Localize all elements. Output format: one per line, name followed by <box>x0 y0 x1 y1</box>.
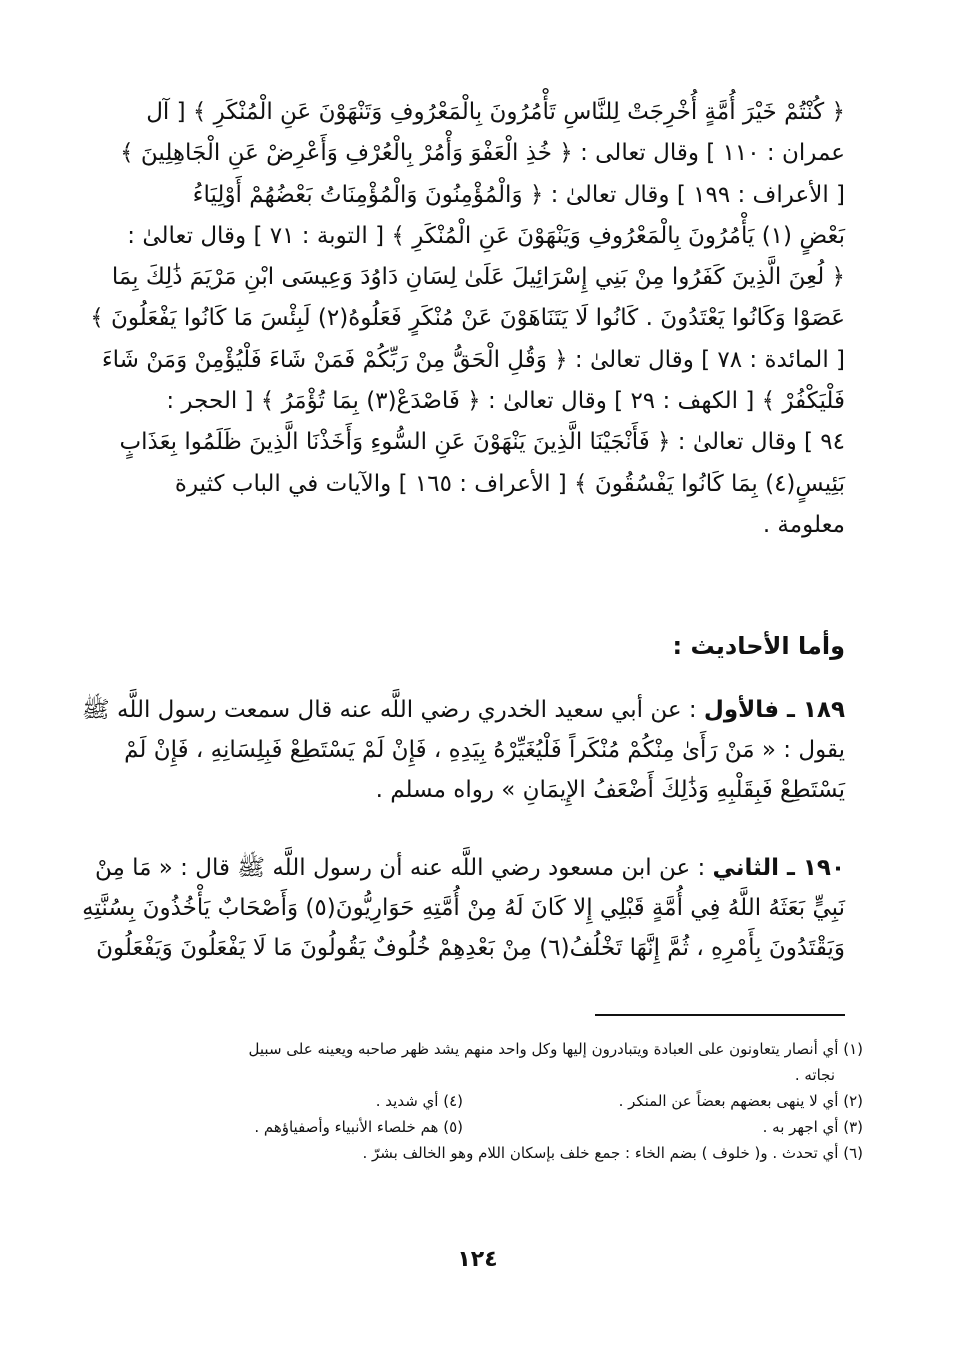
footnote-3: (٣) أي اجهر به . <box>762 1118 863 1136</box>
verse-line: عمران : ١١٠ ] وقال تعالى : ﴿ خُذِ الْعَفْوَ وَأْمُرْ بِالْعُرْفِ وَأَعْرِضْ عَنِ الْجَاهِلِينَ ﴾ <box>120 140 845 167</box>
footnote-5: (٥) هم خلصاء الأنبياء وأصفياؤهم . <box>254 1118 463 1136</box>
footnote-row <box>93 1062 863 1088</box>
verse-line: ٩٤ ] وقال تعالىٰ : ﴿ فَأَنْجَيْنَا الَّذِينَ يَنْهَوْنَ عَنِ السُّوءِ وَأَخَذْنَا الَّذِينَ ظَلَمُوا بِعَذَابٍ <box>119 429 845 456</box>
footnote-divider <box>595 1014 845 1016</box>
hadith-line: نَبِيٍّ بَعَثَهُ اللَّهُ فِي أُمَّةٍ قَبْلِي إِلا كَانَ لَهُ مِنْ أُمَّتِهِ حَوَارِيُّونَ(٥) وَأَصْحَابٌ يَأْخُذُونَ بِسُنَّتِهِ <box>82 895 845 921</box>
hadith-text: : عن ابن مسعود رضي اللَّه عنه أن رسول اللَّه ﷺ قال : « مَا مِنْ <box>95 855 713 881</box>
verse-line: [ الأعراف : ١٩٩ ] وقال تعالىٰ : ﴿ وَالْمُؤْمِنُونَ وَالْمُؤْمِنَاتُ بَعْضُهُمْ أَوْلِيَاءُ <box>192 181 845 208</box>
hadith-line: يقول : « مَنْ رَأَىٰ مِنْكُمْ مُنْكَراً فَلْيُغَيِّرْهُ بِيَدِهِ ، فَإِنْ لَمْ يَسْتَطِعْ فَبِلِسَانِهِ ، فَإِنْ لَمْ <box>124 737 845 763</box>
hadith-line <box>81 690 845 730</box>
hadith-line: وَيَقْتَدُونَ بِأَمْرِهِ ، ثُمَّ إِنَّهَا تَخْلُفُ(٦) مِنْ بَعْدِهِمْ خُلُوفٌ يَقُولُونَ مَا لَا يَفْعَلُونَ وَيَفْعَلُونَ <box>96 935 845 961</box>
verse-line: معلومة . <box>762 511 845 538</box>
hadith-190 <box>82 848 845 968</box>
verse-line: فَلْيَكْفُرْ ﴾ [ الكهف : ٢٩ ] وقال تعالىٰ : ﴿ فَاصْدَعْ(٣) بِمَا تُؤْمَرُ ﴾ [ الحجر : <box>166 388 845 415</box>
verse-line: بَعْضٍ (١) يَأْمُرُونَ بِالْمَعْرُوفِ وَيَنْهَوْنَ عَنِ الْمُنْكَرِ ﴾ [ التوبة : ٧١ ] وقال تعالىٰ : <box>127 222 845 249</box>
hadith-line <box>95 848 845 888</box>
footnote-4: (٤) أي شديد . <box>375 1092 463 1110</box>
hadith-text: : عن أبي سعيد الخدري رضي اللَّه عنه قال سمعت رسول اللَّه ﷺ <box>81 697 704 723</box>
verse-line: [ المائدة : ٧٨ ] وقال تعالىٰ : ﴿ وَقُلِ الْحَقُّ مِنْ رَبِّكُمْ فَمَنْ شَاءَ فَلْيُؤْمِنْ وَمَنْ شَاءَ <box>101 346 845 373</box>
footnotes <box>93 1036 863 1166</box>
hadith-line: يَسْتَطِعْ فَبِقَلْبِهِ وَذَٰلِكَ أَضْعَفُ الإِيمَانِ » رواه مسلم . <box>375 777 845 803</box>
footnote-row <box>93 1036 863 1062</box>
verse-line: بَئِيسٍ(٤) بِمَا كَانُوا يَفْسُقُونَ ﴾ [ الأعراف : ١٦٥ ] والآيات في الباب كثيرة <box>174 470 845 497</box>
footnote-6: (٦) أي تحدث . و( خلوف ) بضم الخاء : جمع خلف بإسكان اللام وهو الخالف بشرّ . <box>362 1144 863 1162</box>
page-number: ١٢٤ <box>457 1247 498 1272</box>
footnote-1-continued: نجاته . <box>794 1066 835 1084</box>
footnote-2: (٢) أي لا ينهى بعضهم بعضاً عن المنكر . <box>618 1092 863 1110</box>
quran-verses-paragraph <box>90 92 845 546</box>
footnote-row <box>93 1114 863 1140</box>
footnote-row <box>93 1088 863 1114</box>
hadith-number: ١٩٠ ـ الثاني <box>712 855 845 881</box>
hadith-189 <box>81 690 845 810</box>
footnote-row <box>93 1140 863 1166</box>
footnote-1: (١) أي أنصار يتعاونون على العبادة ويتبادرون إليها وكل واحد منهم يشد ظهر صاحبه ويعينه على سبيل <box>248 1040 863 1058</box>
verse-line: ﴿ لُعِنَ الَّذِينَ كَفَرُوا مِنْ بَنِي إِسْرَائِيلَ عَلَىٰ لِسَانِ دَاوُدَ وَعِيسَى ابْنِ مَرْيَمَ ذَٰلِكَ بِمَا <box>111 264 845 291</box>
verse-line: عَصَوْا وَكَانُوا يَعْتَدُونَ . كَانُوا لَا يَتَنَاهَوْنَ عَنْ مُنْكَرٍ فَعَلُوهُ(٢) لَبِئْسَ مَا كَانُوا يَفْعَلُونَ ﴾ <box>90 305 845 332</box>
section-heading: وأما الأحاديث : <box>672 632 845 660</box>
hadith-number: ١٨٩ ـ فالأول <box>703 697 845 723</box>
verse-line: ﴿ كُنْتُمْ خَيْرَ أُمَّةٍ أُخْرِجَتْ لِلنَّاسِ تَأْمُرُونَ بِالْمَعْرُوفِ وَتَنْهَوْنَ عَنِ الْمُنْكَرِ ﴾ [ آل <box>146 99 845 125</box>
